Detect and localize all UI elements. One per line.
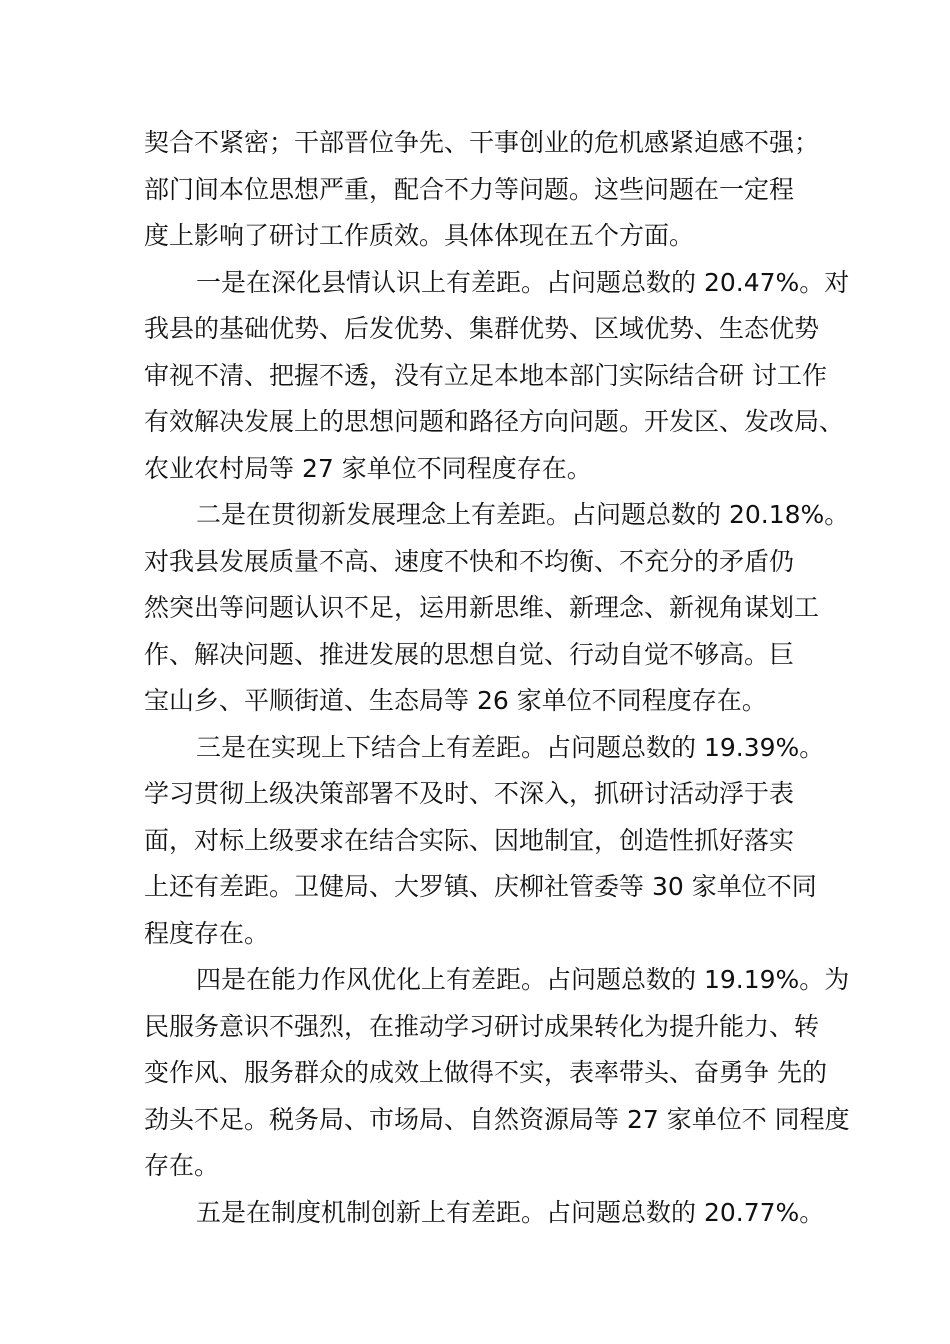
text-line: 审视不清、把握不透，没有立足本地本部门实际结合研 讨工作 xyxy=(144,360,827,390)
text-line: 程度存在。 xyxy=(144,918,270,948)
paragraph-heading-line: 三是在实现上下结合上有差距。占问题总数的 19.39%。 xyxy=(196,732,825,762)
text-line: 部门间本位思想严重，配合不力等问题。这些问题在一定程 xyxy=(144,174,795,204)
paragraph-heading-line: 一是在深化县情认识上有差距。占问题总数的 20.47%。对 xyxy=(196,267,850,297)
text-line: 劲头不足。税务局、市场局、自然资源局等 27 家单位不 同程度 xyxy=(144,1104,850,1134)
text-line: 民服务意识不强烈，在推动学习研讨成果转化为提升能力、转 xyxy=(144,1011,820,1041)
paragraph-heading-line: 五是在制度机制创新上有差距。占问题总数的 20.77%。 xyxy=(196,1197,825,1227)
text-line: 宝山乡、平顺街道、生态局等 26 家单位不同程度存在。 xyxy=(144,686,767,715)
body-text xyxy=(144,120,850,1236)
text-line: 面，对标上级要求在结合实际、因地制宜，创造性抓好落实 xyxy=(144,825,795,855)
text-line: 上还有差距。卫健局、大罗镇、庆柳社管委等 30 家单位不同 xyxy=(144,872,817,901)
text-line: 有效解决发展上的思想问题和路径方向问题。开发区、发改局、 xyxy=(144,407,845,436)
text-line: 农业农村局等 27 家单位不同程度存在。 xyxy=(144,453,592,483)
text-line: 对我县发展质量不高、速度不快和不均衡、不充分的矛盾仍 xyxy=(144,546,795,576)
text-line: 变作风、服务群众的成效上做得不实，表率带头、奋勇争 先的 xyxy=(144,1058,827,1087)
text-line: 然突出等问题认识不足，运用新思维、新理念、新视角谋划工 xyxy=(144,593,820,622)
text-line: 我县的基础优势、后发优势、集群优势、区域优势、生态优势 xyxy=(144,314,820,343)
paragraph-heading-line: 四是在能力作风优化上有差距。占问题总数的 19.19%。为 xyxy=(196,965,850,994)
text-line: 度上影响了研讨工作质效。具体体现在五个方面。 xyxy=(144,221,695,250)
paragraph-heading-line: 二是在贯彻新发展理念上有差距。占问题总数的 20.18%。 xyxy=(196,500,850,529)
text-line: 存在。 xyxy=(144,1151,220,1180)
text-line: 契合不紧密；干部晋位争先、干事创业的危机感紧迫感不强； xyxy=(144,128,820,157)
text-line: 作、解决问题、推进发展的思想自觉、行动自觉不够高。巨 xyxy=(144,639,795,669)
text-line: 学习贯彻上级决策部署不及时、不深入，抓研讨活动浮于表 xyxy=(144,779,795,808)
